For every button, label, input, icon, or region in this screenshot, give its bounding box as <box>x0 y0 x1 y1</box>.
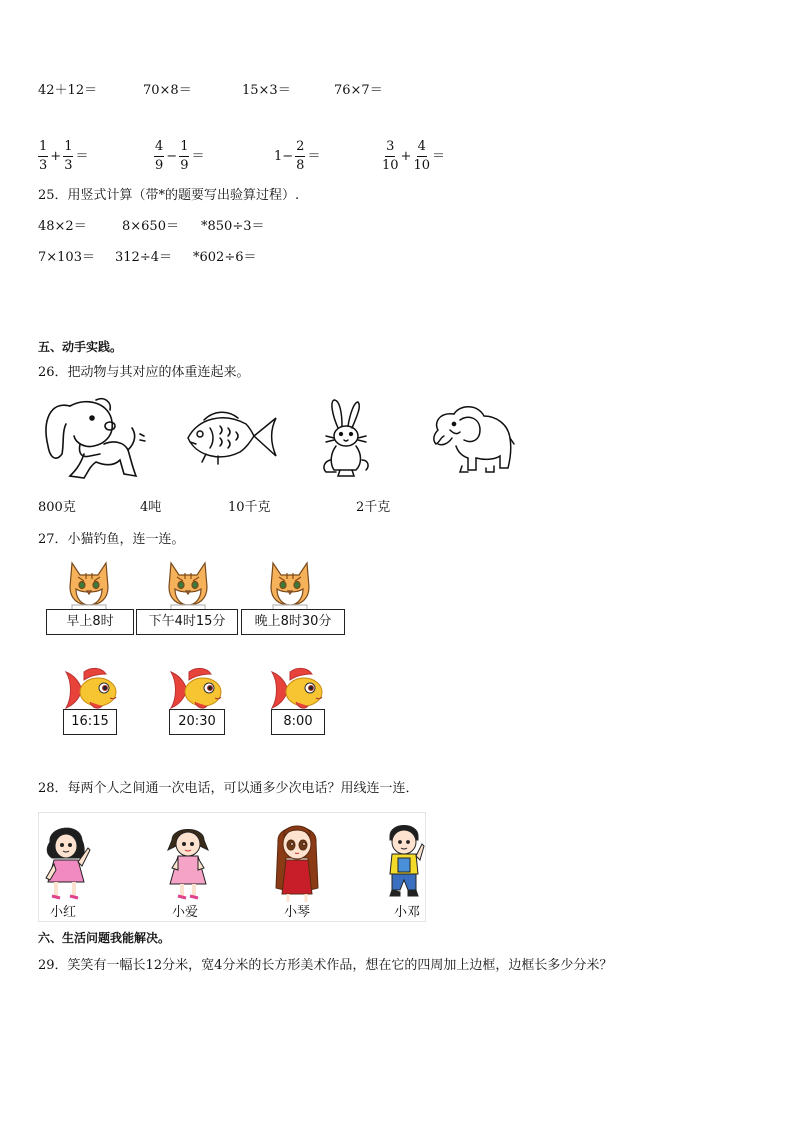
cat-label-2: 下午4时15分 <box>136 609 238 635</box>
problem-2: 70×8＝ <box>143 83 192 98</box>
weight-4: 2千克 <box>356 500 391 515</box>
section-5-heading: 五、动手实践。 <box>38 340 123 354</box>
goldfish-icon <box>62 666 120 712</box>
boy-xiaodeng-icon <box>382 820 426 902</box>
people-panel <box>38 812 426 922</box>
fraction-problem-2: $\frac{4}{9}$ − $\frac{1}{9}$ ＝ <box>155 139 205 173</box>
fish-label-2: 20:30 <box>169 709 225 735</box>
cat-icon <box>165 559 211 613</box>
section-6-heading: 六、生活问题我能解决。 <box>38 931 171 945</box>
q29-title: 29．笑笑有一幅长12分米，宽4分米的长方形美术作品，想在它的四周加上边框，边框长多少分米？ <box>38 958 613 973</box>
q28-title: 28．每两个人之间通一次电话，可以通多少次电话？用线连一连． <box>38 781 419 796</box>
name-xiaoqin: 小琴 <box>284 905 311 920</box>
fish-label-1: 16:15 <box>63 709 117 735</box>
q25-problem-5: 312÷4＝ <box>115 250 172 265</box>
q27-title: 27．小猫钓鱼，连一连。 <box>38 532 185 547</box>
problem-1: 42＋12＝ <box>38 83 98 98</box>
dog-icon <box>40 396 150 486</box>
name-xiaohong: 小红 <box>50 905 77 920</box>
girl-xiaoqin-icon <box>272 818 322 904</box>
rabbit-icon <box>316 398 376 478</box>
q25-title: 25．用竖式计算（带*的题要写出验算过程）. <box>38 188 300 203</box>
q26-title: 26．把动物与其对应的体重连起来。 <box>38 365 250 380</box>
problem-3: 15×3＝ <box>242 83 291 98</box>
fraction-problem-4: $\frac{3}{10}$ + $\frac{4}{10}$ ＝ <box>382 139 446 173</box>
cat-label-1: 早上8时 <box>46 609 134 635</box>
fish-icon <box>184 408 280 464</box>
cat-label-3: 晚上8时30分 <box>241 609 345 635</box>
q25-problem-4: 7×103＝ <box>38 250 95 265</box>
q25-problem-2: 8×650＝ <box>122 219 179 234</box>
cat-icon <box>66 559 112 613</box>
q25-problem-6: *602÷6＝ <box>193 250 257 265</box>
q25-problem-1: 48×2＝ <box>38 219 87 234</box>
elephant-icon <box>424 400 516 480</box>
name-xiaoai: 小爱 <box>172 905 199 920</box>
weight-1: 800克 <box>38 500 76 515</box>
fraction-problem-1: $\frac{1}{3}$ + $\frac{1}{3}$ ＝ <box>39 139 89 173</box>
cat-icon <box>267 559 313 613</box>
goldfish-icon <box>268 666 326 712</box>
q25-problem-3: *850÷3＝ <box>201 219 265 234</box>
weight-3: 10千克 <box>228 500 271 515</box>
girl-xiaohong-icon <box>40 822 96 900</box>
fraction-problem-3: 1− $\frac{2}{8}$ ＝ <box>274 139 321 173</box>
name-xiaodeng: 小邓 <box>394 905 421 920</box>
problem-4: 76×7＝ <box>334 83 383 98</box>
fish-label-3: 8:00 <box>271 709 325 735</box>
weight-2: 4吨 <box>140 500 162 515</box>
goldfish-icon <box>167 666 225 712</box>
girl-xiaoai-icon <box>164 822 214 900</box>
